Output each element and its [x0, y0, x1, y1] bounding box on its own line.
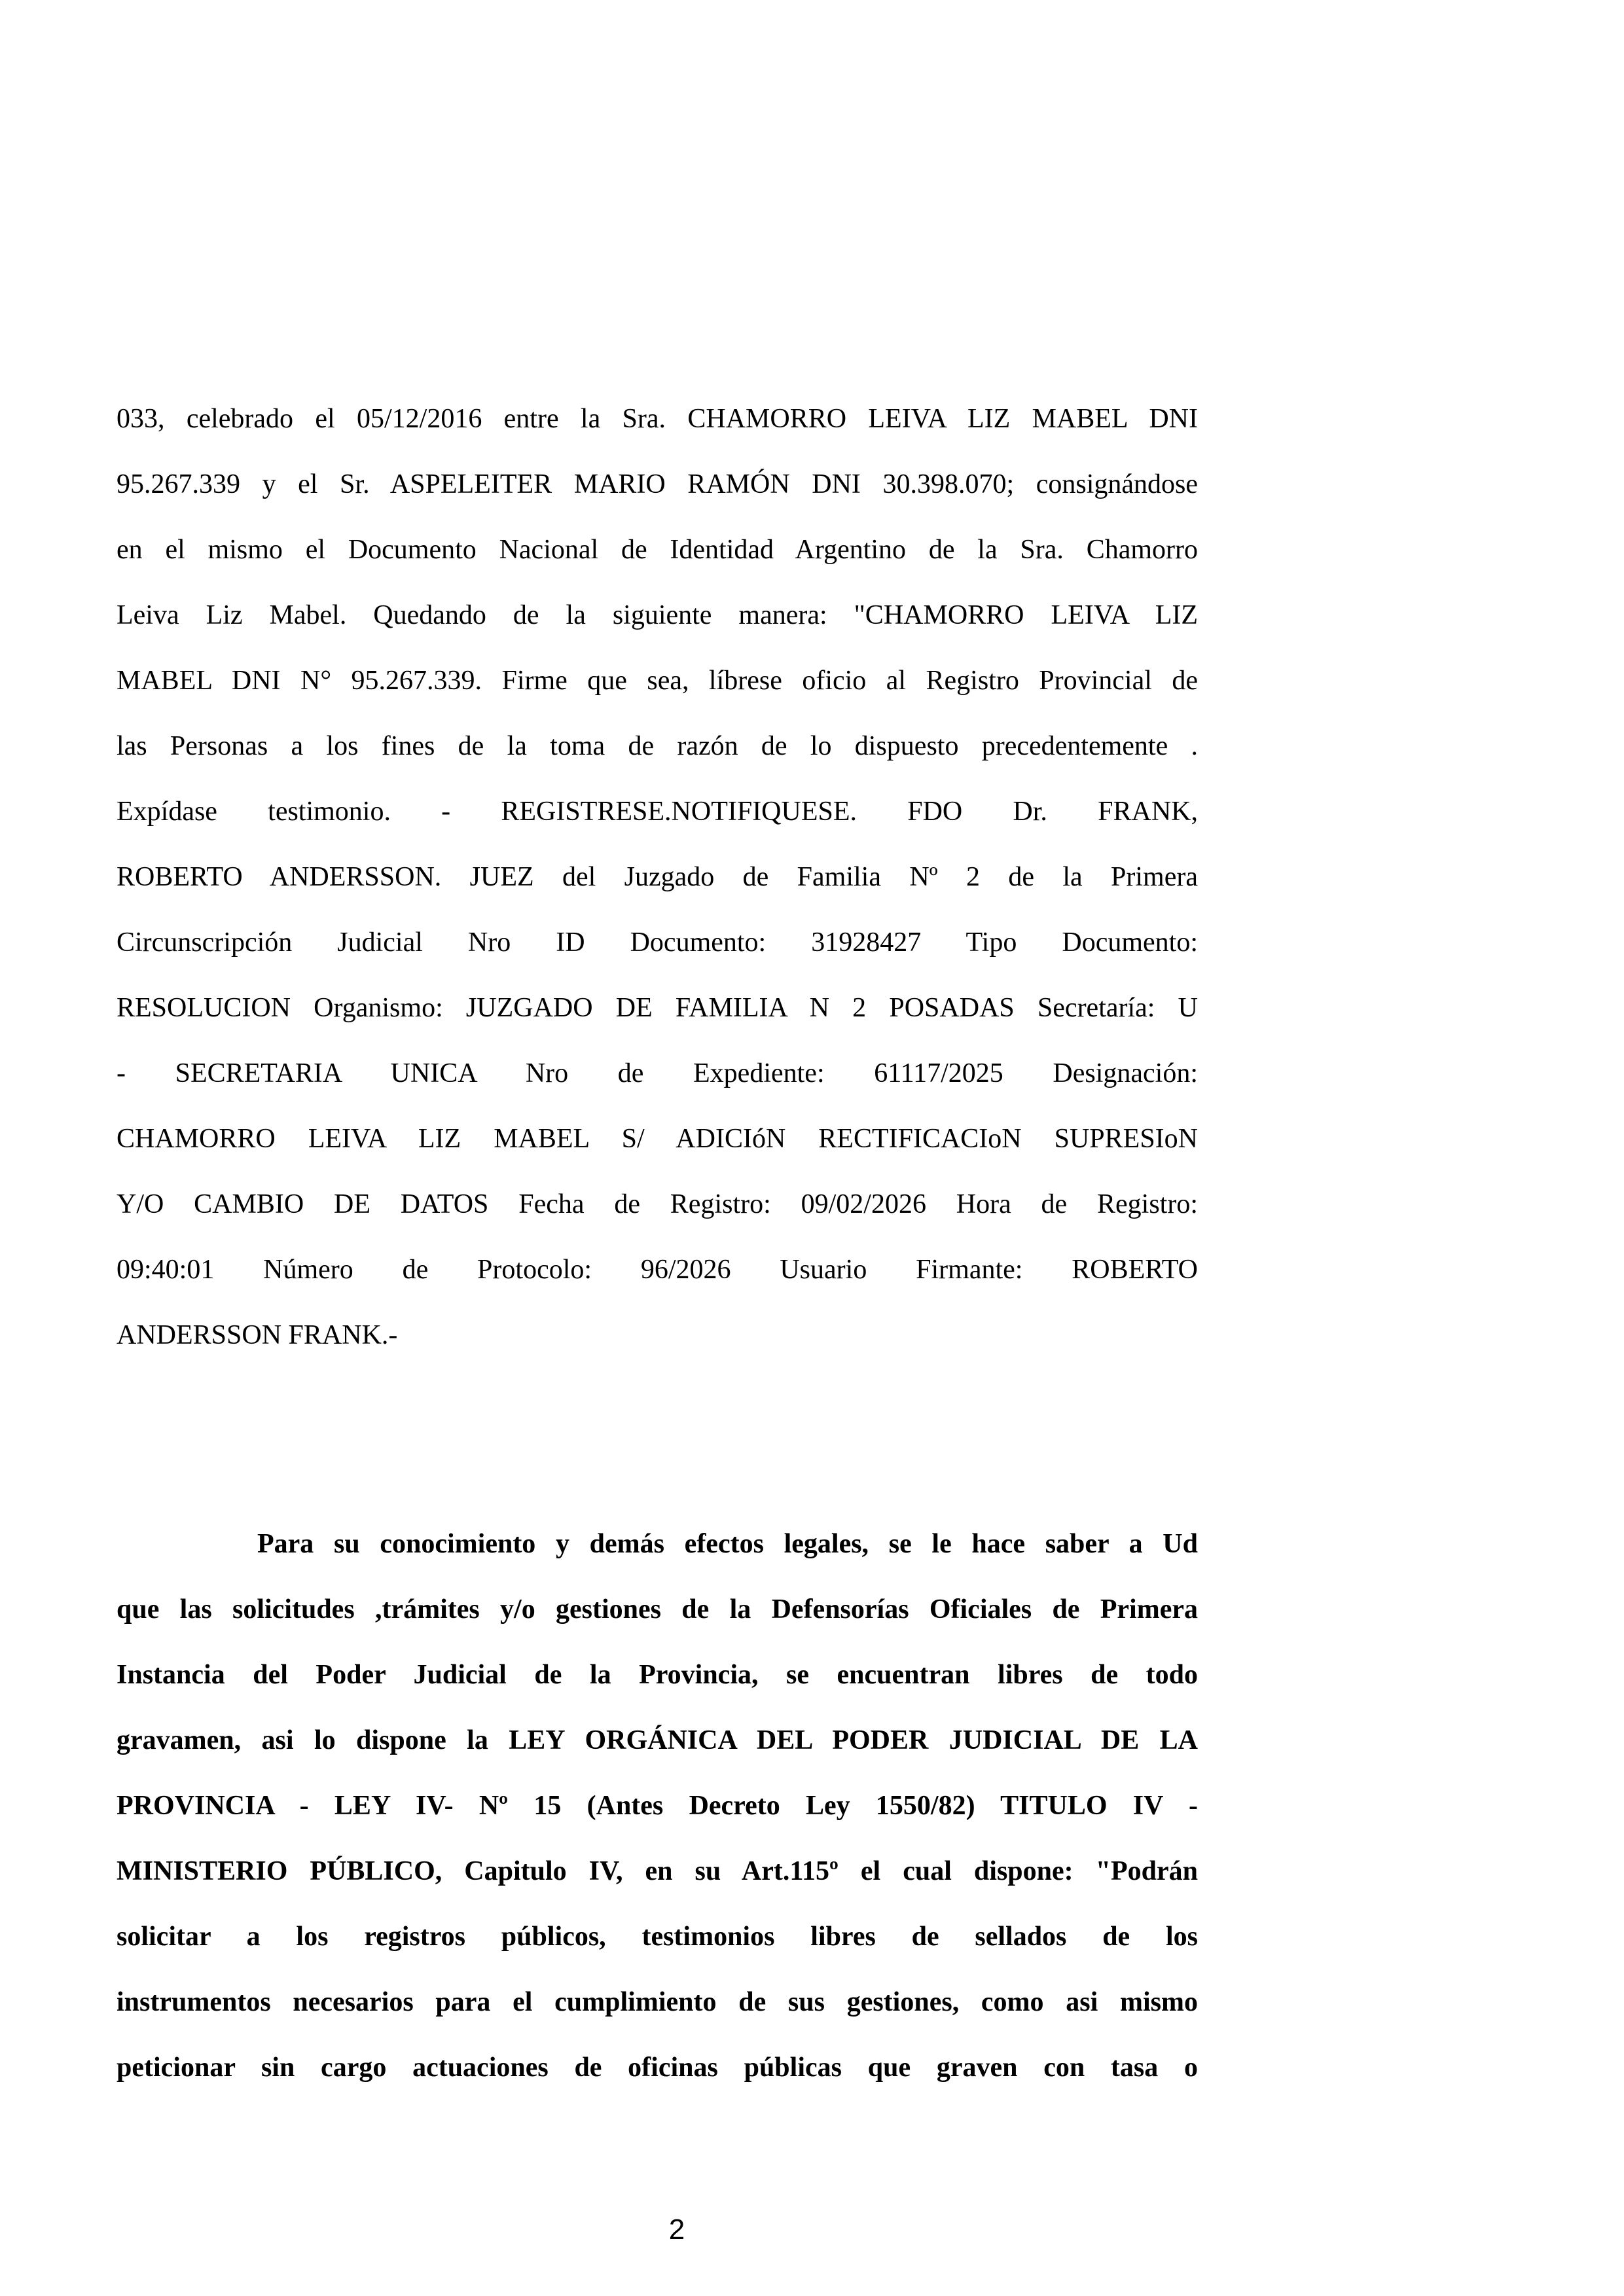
text-line: peticionar sin cargo actuaciones de oficinas públicas que graven con tasa o [117, 2053, 1198, 2083]
text-line: las Personas a los fines de la toma de razón de lo dispuesto precedentemente . [117, 731, 1198, 761]
text-line: 09:40:01 Número de Protocolo: 96/2026 Usuario Firmante: ROBERTO [117, 1255, 1198, 1285]
paragraph-notice [117, 1511, 1198, 2100]
text-line: PROVINCIA - LEY IV- Nº 15 (Antes Decreto Ley 1550/82) TITULO IV - [117, 1791, 1198, 1821]
text-line: instrumentos necesarios para el cumplimiento de sus gestiones, como asi mismo [117, 1987, 1198, 2017]
text-line: Circunscripción Judicial Nro ID Documento: 31928427 Tipo Documento: [117, 927, 1198, 958]
text-line: CHAMORRO LEIVA LIZ MABEL S/ ADICIóN RECTIFICACIoN SUPRESIoN [117, 1124, 1198, 1154]
text-line: ANDERSSON FRANK.- [117, 1320, 398, 1350]
body-text [117, 386, 1198, 2100]
page-number: 2 [668, 2214, 685, 2246]
text-line: solicitar a los registros públicos, testimonios libres de sellados de los [117, 1922, 1198, 1952]
text-line: en el mismo el Documento Nacional de Identidad Argentino de la Sra. Chamorro [117, 535, 1198, 565]
text-line: Instancia del Poder Judicial de la Provincia, se encuentran libres de todo [117, 1660, 1198, 1690]
text-line: MABEL DNI N° 95.267.339. Firme que sea, líbrese oficio al Registro Provincial de [117, 666, 1198, 696]
text-line: Leiva Liz Mabel. Quedando de la siguiente manera: "CHAMORRO LEIVA LIZ [117, 600, 1198, 630]
text-line: Para su conocimiento y demás efectos legales, se le hace saber a Ud [257, 1529, 1198, 1559]
text-line: 033, celebrado el 05/12/2016 entre la Sra. CHAMORRO LEIVA LIZ MABEL DNI [117, 404, 1198, 434]
text-line: gravamen, asi lo dispone la LEY ORGÁNICA DEL PODER JUDICIAL DE LA [117, 1725, 1198, 1755]
text-line: 95.267.339 y el Sr. ASPELEITER MARIO RAMÓN DNI 30.398.070; consignándose [117, 469, 1198, 499]
text-line: Y/O CAMBIO DE DATOS Fecha de Registro: 09/02/2026 Hora de Registro: [117, 1189, 1198, 1219]
text-line: Expídase testimonio. - REGISTRESE.NOTIFIQUESE. FDO Dr. FRANK, [117, 797, 1198, 827]
paragraph-resolution [117, 386, 1198, 1368]
text-line: - SECRETARIA UNICA Nro de Expediente: 61117/2025 Designación: [117, 1058, 1198, 1088]
text-line: que las solicitudes ,trámites y/o gestiones de la Defensorías Oficiales de Primera [117, 1594, 1198, 1624]
text-line: RESOLUCION Organismo: JUZGADO DE FAMILIA N 2 POSADAS Secretaría: U [117, 993, 1198, 1023]
text-line: ROBERTO ANDERSSON. JUEZ del Juzgado de Familia Nº 2 de la Primera [117, 862, 1198, 892]
text-line: MINISTERIO PÚBLICO, Capitulo IV, en su Art.115º el cual dispone: "Podrán [117, 1856, 1198, 1886]
